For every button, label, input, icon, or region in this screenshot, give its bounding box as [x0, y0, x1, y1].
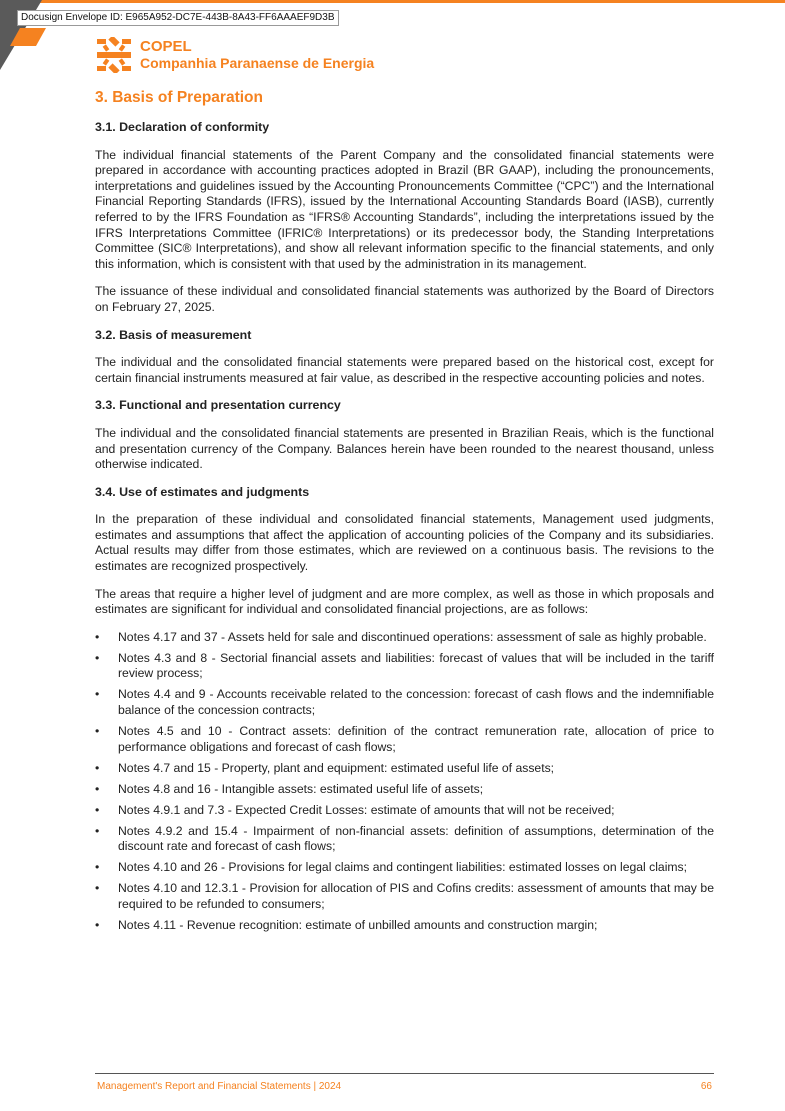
list-item: [95, 724, 714, 755]
list-item: [95, 824, 714, 855]
list-item-text: Notes 4.3 and 8 - Sectorial financial assets and liabilities: forecast of values that will be included in the tariff review process;: [118, 650, 714, 681]
list-item: [95, 881, 714, 912]
bullet-icon: •: [95, 687, 100, 702]
logo-company-short: COPEL: [140, 38, 192, 55]
logo-company-full: Companhia Paranaense de Energia: [140, 55, 375, 71]
list-item: [95, 782, 714, 798]
estimates-list: [95, 630, 714, 933]
bullet-icon: •: [95, 629, 100, 644]
heading-declaration-of-conformity: 3.1. Declaration of conformity: [95, 120, 270, 134]
bullet-icon: •: [95, 823, 100, 838]
list-item-text: Notes 4.5 and 10 - Contract assets: definition of the contract remuneration rate, allocation of price to performance obligations and forecast of cash flows;: [118, 723, 714, 754]
paragraph-conformity: The individual financial statements of the Parent Company and the consolidated financial statements were prepared in accordance with accounting practices adopted in Brazil (BR GAAP), including the pronouncements, interpretations and guidelines issued by the Accounting Pronouncements Committee (“CPC”) and the International Financial Reporting Standards (IFRS), issued by the International Accounting Standards Board (IASB), currently referred to by the IFRS Foundation as “IFRS® Accounting Standards”, including the interpretations issued by the IFRS Interpretations Committee (IFRIC® Interpretations) or its predecessor body, the Standing Interpretations Committee (SIC® Interpretations), and show all relevant information specific to the financial statements, and only this information, which is consistent with that used by the administration in its management.: [95, 147, 714, 271]
list-item-text: Notes 4.17 and 37 - Assets held for sale and discontinued operations: assessment of sale as highly probable.: [118, 629, 707, 644]
list-item-text: Notes 4.7 and 15 - Property, plant and equipment: estimated useful life of assets;: [118, 760, 555, 775]
paragraph-currency: The individual and the consolidated financial statements are presented in Brazilian Reais, which is the functional and presentation currency of the Company. Balances herein have been rounded to the nearest thousand, unless otherwise indicated.: [95, 425, 714, 472]
document-body: [95, 88, 714, 939]
bullet-icon: •: [95, 760, 100, 775]
list-item-text: Notes 4.10 and 26 - Provisions for legal claims and contingent liabilities: estimated losses on legal claims;: [118, 860, 688, 875]
list-item: [95, 651, 714, 682]
bullet-icon: •: [95, 650, 100, 665]
footer-report-title: Management's Report and Financial Statements | 2024: [97, 1081, 342, 1092]
list-item: [95, 630, 714, 646]
paragraph-measurement: The individual and the consolidated financial statements were prepared based on the historical cost, except for certain financial instruments measured at fair value, as described in the respective accounting policies and notes.: [95, 355, 714, 385]
bullet-icon: •: [95, 781, 100, 796]
list-item: [95, 687, 714, 718]
docusign-envelope-id: Docusign Envelope ID: E965A952-DC7E-443B-8A43-FF6AAAEF9D3B: [17, 10, 339, 26]
paragraph-areas: The areas that require a higher level of judgment and are more complex, as well as those in which proposals and estimates are significant for individual and consolidated financial projections, are as follows:: [95, 586, 714, 617]
list-item-text: Notes 4.11 - Revenue recognition: estimate of unbilled amounts and construction margin;: [118, 917, 598, 932]
list-item-text: Notes 4.9.1 and 7.3 - Expected Credit Losses: estimate of amounts that will not be received;: [118, 802, 615, 817]
heading-basis-of-measurement: 3.2. Basis of measurement: [95, 327, 252, 342]
list-item-text: Notes 4.4 and 9 - Accounts receivable related to the concession: forecast of cash flows and the indemnifiable balance of the concession contracts;: [118, 687, 714, 717]
bullet-icon: •: [95, 917, 100, 932]
list-item-text: Notes 4.8 and 16 - Intangible assets: estimated useful life of assets;: [118, 781, 484, 796]
copel-logo: [96, 37, 374, 73]
bullet-icon: •: [95, 802, 100, 817]
list-item: [95, 918, 714, 934]
footer-divider: [95, 1073, 714, 1074]
heading-currency: 3.3. Functional and presentation currency: [95, 398, 341, 413]
list-item: [95, 803, 714, 819]
paragraph-estimates: In the preparation of these individual and consolidated financial statements, Management used judgments, estimates and assumptions that affect the application of accounting policies of the Company and its subsidiaries. Actual results may differ from those estimates, which are reviewed on a continuous basis. The revisions to the estimates are recognized prospectively.: [95, 512, 714, 574]
bullet-icon: •: [95, 723, 100, 738]
list-item-text: Notes 4.9.2 and 15.4 - Impairment of non-financial assets: definition of assumptions, determination of the discount rate and forecast of cash flows;: [118, 823, 714, 854]
paragraph-issuance: The issuance of these individual and consolidated financial statements was authorized by the Board of Directors on February 27, 2025.: [95, 284, 714, 314]
page-number: 66: [700, 1081, 712, 1092]
list-item-text: Notes 4.10 and 12.3.1 - Provision for allocation of PIS and Cofins credits: assessment of amounts that may be required to be refunded to consumers;: [118, 881, 714, 911]
list-item: [95, 860, 714, 876]
copel-logo-icon: [96, 37, 132, 73]
bullet-icon: •: [95, 860, 100, 875]
heading-estimates-judgments: 3.4. Use of estimates and judgments: [95, 484, 310, 499]
bullet-icon: •: [95, 881, 100, 896]
top-accent-bar: [0, 0, 785, 3]
section-title: 3. Basis of Preparation: [95, 89, 263, 106]
list-item: [95, 761, 714, 777]
